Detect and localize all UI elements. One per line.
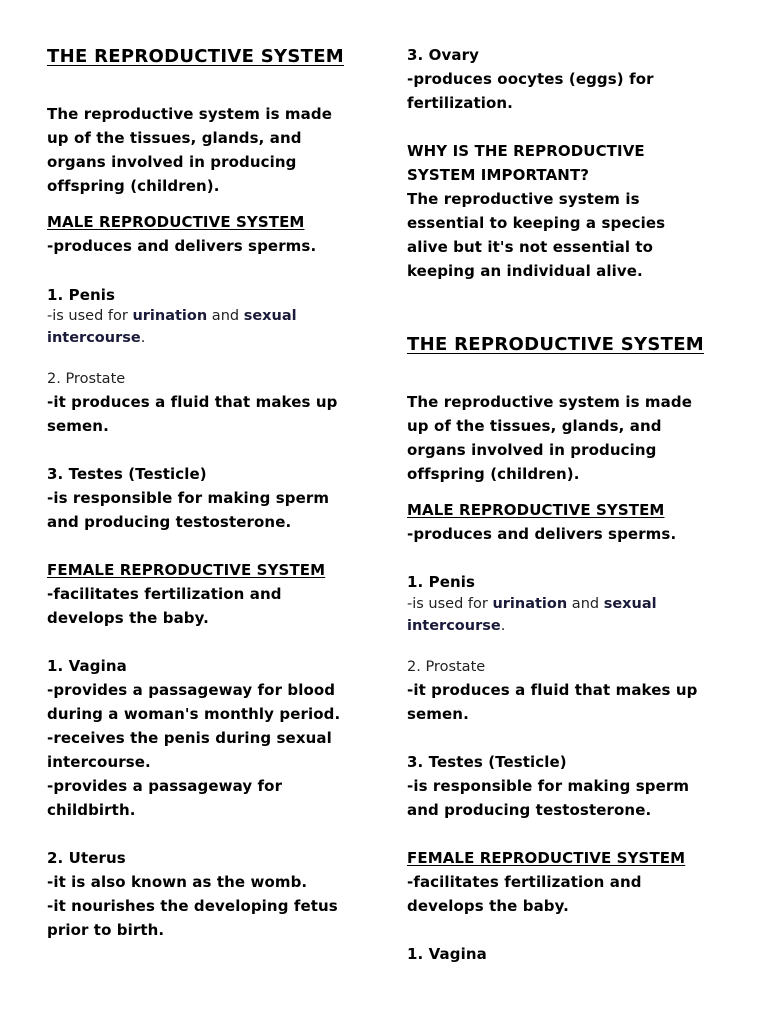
penis-desc bbox=[47, 306, 367, 349]
why-important-desc bbox=[407, 187, 737, 283]
male-system-heading-repeat: MALE REPRODUCTIVE SYSTEM bbox=[407, 501, 665, 519]
desc-line: -produces oocytes (eggs) for bbox=[407, 70, 654, 88]
ovary-desc bbox=[407, 67, 737, 115]
desc-line: and producing testosterone. bbox=[47, 513, 292, 531]
penis-desc-prefix: -is used for bbox=[47, 308, 133, 324]
desc-line: semen. bbox=[47, 417, 109, 435]
vagina-desc bbox=[47, 678, 367, 822]
intro-line: The reproductive system is made bbox=[407, 393, 692, 411]
prostate-heading: 2. Prostate bbox=[47, 371, 126, 387]
penis-desc-mid: and bbox=[567, 596, 604, 612]
female-system-heading-repeat: FEMALE REPRODUCTIVE SYSTEM bbox=[407, 849, 686, 867]
vagina-heading-repeat: 1. Vagina bbox=[407, 945, 487, 963]
desc-line: and producing testosterone. bbox=[407, 801, 652, 819]
keyword-urination: urination bbox=[132, 308, 208, 324]
desc-line: -it is also known as the womb. bbox=[47, 873, 308, 891]
page-title: THE REPRODUCTIVE SYSTEM bbox=[47, 46, 345, 67]
intro-line: up of the tissues, glands, and bbox=[47, 129, 302, 147]
prostate-heading-repeat: 2. Prostate bbox=[407, 659, 486, 675]
desc-line: develops the baby. bbox=[47, 609, 209, 627]
intro-line: up of the tissues, glands, and bbox=[407, 417, 662, 435]
desc-line: prior to birth. bbox=[47, 921, 165, 939]
desc-line: -provides a passageway for bbox=[47, 777, 283, 795]
penis-desc-suffix: . bbox=[500, 617, 506, 634]
intro-paragraph bbox=[47, 102, 367, 198]
ovary-heading: 3. Ovary bbox=[407, 46, 479, 64]
keyword-sexual: sexual bbox=[603, 596, 657, 612]
desc-line: childbirth. bbox=[47, 801, 136, 819]
testes-desc-repeat bbox=[407, 774, 737, 822]
intro-line: offspring (children). bbox=[407, 465, 580, 483]
female-system-desc bbox=[47, 582, 367, 630]
male-system-desc: -produces and delivers sperms. bbox=[47, 237, 317, 255]
desc-line: essential to keeping a species bbox=[407, 214, 666, 232]
desc-line: -facilitates fertilization and bbox=[47, 585, 282, 603]
penis-desc-prefix: -is used for bbox=[407, 596, 493, 612]
desc-line: -it nourishes the developing fetus bbox=[47, 897, 338, 915]
male-system-desc-repeat: -produces and delivers sperms. bbox=[407, 525, 677, 543]
heading-line: WHY IS THE REPRODUCTIVE bbox=[407, 142, 645, 160]
desc-line: -provides a passageway for blood bbox=[47, 681, 336, 699]
keyword-sexual: sexual bbox=[243, 308, 297, 324]
penis-heading: 1. Penis bbox=[47, 286, 116, 304]
penis-desc-suffix: . bbox=[140, 329, 146, 346]
intro-paragraph-repeat bbox=[407, 390, 737, 486]
keyword-intercourse: intercourse bbox=[407, 617, 501, 634]
uterus-heading: 2. Uterus bbox=[47, 849, 126, 867]
desc-line: intercourse. bbox=[47, 753, 151, 771]
desc-line: -it produces a fluid that makes up bbox=[407, 681, 698, 699]
penis-desc-mid: and bbox=[207, 308, 244, 324]
desc-line: -it produces a fluid that makes up bbox=[47, 393, 338, 411]
uterus-desc bbox=[47, 870, 367, 942]
testes-heading: 3. Testes (Testicle) bbox=[47, 465, 207, 483]
desc-line: fertilization. bbox=[407, 94, 513, 112]
vagina-heading: 1. Vagina bbox=[47, 657, 127, 675]
keyword-urination: urination bbox=[492, 596, 568, 612]
desc-line: -is responsible for making sperm bbox=[407, 777, 690, 795]
desc-line: during a woman's monthly period. bbox=[47, 705, 341, 723]
intro-line: offspring (children). bbox=[47, 177, 220, 195]
desc-line: semen. bbox=[407, 705, 469, 723]
intro-line: organs involved in producing bbox=[407, 441, 657, 459]
prostate-desc bbox=[47, 390, 367, 438]
testes-desc bbox=[47, 486, 367, 534]
heading-line: SYSTEM IMPORTANT? bbox=[407, 166, 590, 184]
intro-line: The reproductive system is made bbox=[47, 105, 332, 123]
desc-line: develops the baby. bbox=[407, 897, 569, 915]
desc-line: The reproductive system is bbox=[407, 190, 640, 208]
female-system-desc-repeat bbox=[407, 870, 737, 918]
penis-heading-repeat: 1. Penis bbox=[407, 573, 476, 591]
male-system-heading: MALE REPRODUCTIVE SYSTEM bbox=[47, 213, 305, 231]
desc-line: alive but it's not essential to bbox=[407, 238, 654, 256]
why-important-heading bbox=[407, 139, 737, 187]
desc-line: keeping an individual alive. bbox=[407, 262, 643, 280]
testes-heading-repeat: 3. Testes (Testicle) bbox=[407, 753, 567, 771]
penis-desc-repeat bbox=[407, 594, 737, 637]
desc-line: -receives the penis during sexual bbox=[47, 729, 332, 747]
desc-line: -facilitates fertilization and bbox=[407, 873, 642, 891]
intro-line: organs involved in producing bbox=[47, 153, 297, 171]
desc-line: -is responsible for making sperm bbox=[47, 489, 330, 507]
female-system-heading: FEMALE REPRODUCTIVE SYSTEM bbox=[47, 561, 326, 579]
prostate-desc-repeat bbox=[407, 678, 737, 726]
section-title-repeat: THE REPRODUCTIVE SYSTEM bbox=[407, 334, 705, 355]
keyword-intercourse: intercourse bbox=[47, 329, 141, 346]
